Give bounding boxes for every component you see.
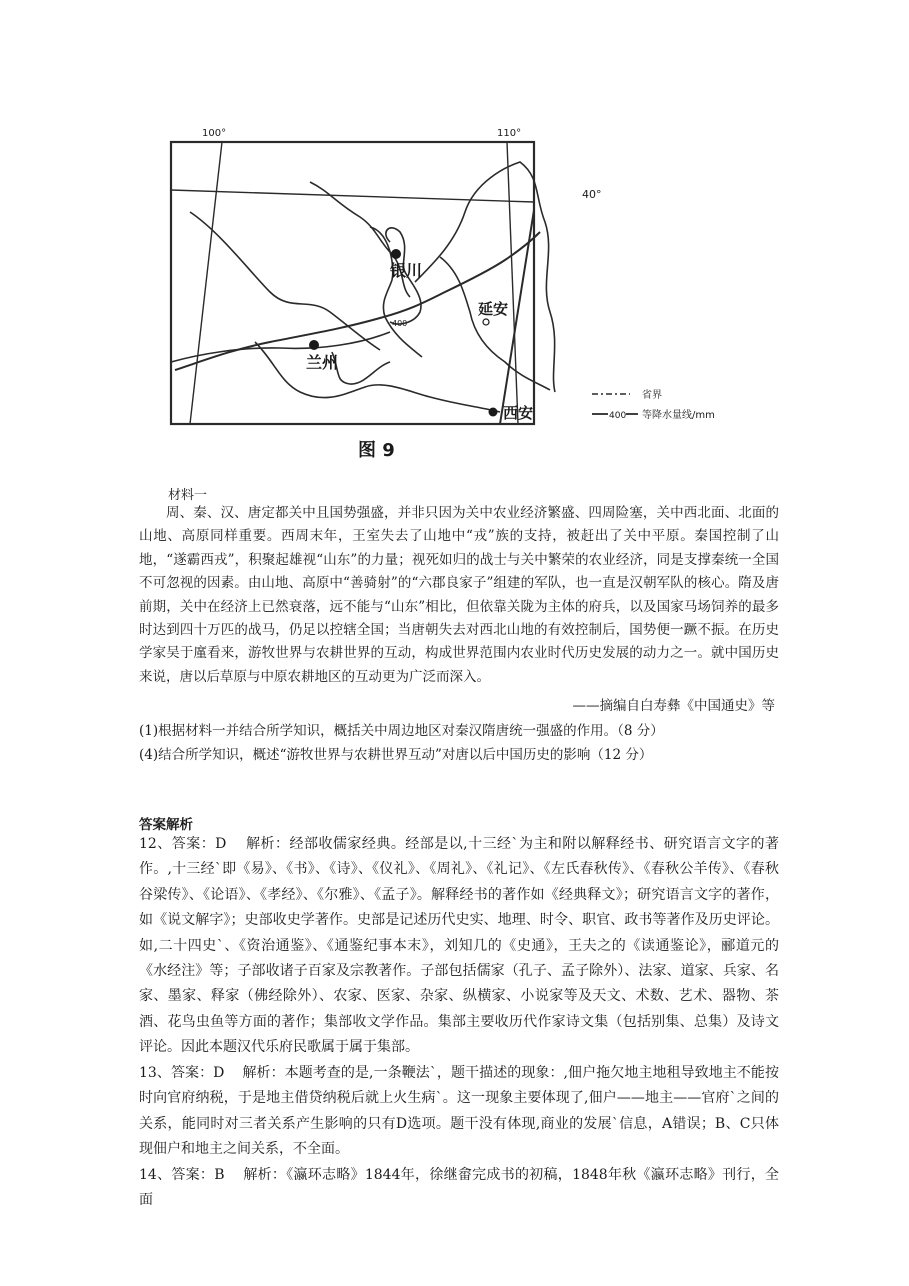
answer-14-body: 《瀛环志略》1844年，徐继畲完成书的初稿，1848年秋《瀛环志略》刊行，全面 [139, 1167, 780, 1209]
material-source: ——摘编自白寿彝《中国通史》等 [572, 698, 775, 714]
figure-9-map [160, 122, 780, 462]
city-label-yinchuan: 银川 [390, 261, 423, 280]
city-label-lanzhou: 兰州 [306, 353, 339, 372]
province-border [171, 332, 390, 362]
meridian-110 [507, 142, 518, 424]
province-border [370, 227, 422, 357]
map-frame [171, 142, 534, 424]
answer-section-title: 答案解析 [139, 817, 193, 833]
isohyet-label: 400 [392, 319, 408, 328]
province-border [332, 352, 390, 384]
lon-100-label: 100° [202, 128, 227, 139]
answer-13-head: 13、答案：D 解析： [139, 1065, 285, 1081]
lon-110-label: 110° [497, 128, 522, 139]
legend-isohyet-text: 等降水量线/mm [642, 410, 715, 421]
city-label-yanan: 延安 [478, 300, 509, 318]
answer-13-body: 本题考查的是,一条鞭法`，题干描述的现象：,佃户拖欠地主地租导致地主不能按时向官府纳税，于是地主借贷纳税后就上火生病`。这一现象主要体现了,佃户——地主——官府`之间的关系，能同时对三者关系产生影响的只有D选项。题干没有体现,商业的发展`信息，A错误；B、C只体现佃户和地主之间关系，不全面。 [139, 1065, 779, 1158]
parallel-40 [171, 190, 534, 202]
lat-40-label: 40° [582, 188, 602, 201]
city-dot-xian [489, 408, 498, 417]
city-dot-lanzhou [309, 340, 319, 350]
province-border [255, 342, 500, 412]
meridian-100 [190, 142, 222, 424]
answer-13 [139, 1061, 779, 1163]
question-4: (4)结合所学知识，概述“游牧世界与农耕世界互动”对唐以后中国历史的影响（12 分） [139, 747, 653, 763]
city-label-xian: 西安 [503, 404, 534, 422]
answer-12 [139, 832, 779, 1061]
material-label: 材料一 [168, 488, 208, 503]
answer-14 [139, 1163, 779, 1214]
question-1: (1)根据材料一并结合所学知识，概括关中周边地区对秦汉隋唐统一强盛的作用。（8 分） [139, 723, 664, 739]
legend-province-text: 省界 [642, 390, 662, 401]
city-dot-yinchuan [391, 249, 401, 259]
city-dot-yanan [483, 319, 489, 325]
answer-12-body: 经部收儒家经典。经部是以,十三经`为主和附以解释经书、研究语言文字的著作。,十三经`即《易》、《书》、《诗》、《仪礼》、《周礼》、《礼记》、《左氏春秋传》、《春秋公羊传》、《春秋谷梁传》、《论语》、《孝经》、《尔雅》、《孟子》。解释经书的著作如《经典释文》；研究语言文字的著作，如《说文解字》；史部收史学著作。史部是记述历代史实、地理、时令、职官、政书等著作及历史评论。如,二十四史`、《资治通鉴》、《通鉴纪事本末》，刘知几的《史通》，王夫之的《读通鉴论》，郦道元的《水经注》等；子部收诸子百家及宗教著作。子部包括儒家（孔子、孟子除外）、法家、道家、兵家、名家、墨家、释家（佛经除外）、农家、医家、杂家、纵横家、小说家等及天文、术数、艺术、器物、茶酒、花鸟虫鱼等方面的著作；集部收文学作品。集部主要收历代作家诗文集（包括别集、总集）及诗文评论。因此本题汉代乐府民歌属于属于集部。 [139, 836, 780, 1056]
answer-14-head: 14、答案：B 解析： [139, 1167, 287, 1183]
figure-label: 图 9 [358, 440, 395, 461]
legend-isohyet-value: 400 [609, 411, 627, 421]
province-border [190, 212, 380, 350]
answer-12-head: 12、答案：D 解析： [139, 836, 290, 852]
material-paragraph: 周、秦、汉、唐定都关中且国势强盛，并非只因为关中农业经济繁盛、四周险塞，关中西北面、北面的山地、高原同样重要。西周末年，王室失去了山地中“戎”族的支持，被赶出了关中平原。秦国控制了山地，“遂霸西戎”，积聚起雄视“山东”的力量；视死如归的战士与关中繁荣的农业经济，同是支撑秦统一全国不可忽视的因素。由山地、高原中“善骑射”的“六郡良家子”组建的军队，也一直是汉朝军队的核心。隋及唐前期，关中在经济上已然衰落，远不能与“山东”相比，但依靠关陇为主体的府兵，以及国家马场饲养的最多时达到四十万匹的战马，仍足以控辖全国；当唐朝失去对西北山地的有效控制后，国势便一蹶不振。在历史学家吴于廑看来，游牧世界与农耕世界的互动，构成世界范围内农业时代历史发展的动力之一。就中国历史来说，唐以后草原与中原农耕地区的互动更为广泛而深入。 [139, 505, 779, 685]
